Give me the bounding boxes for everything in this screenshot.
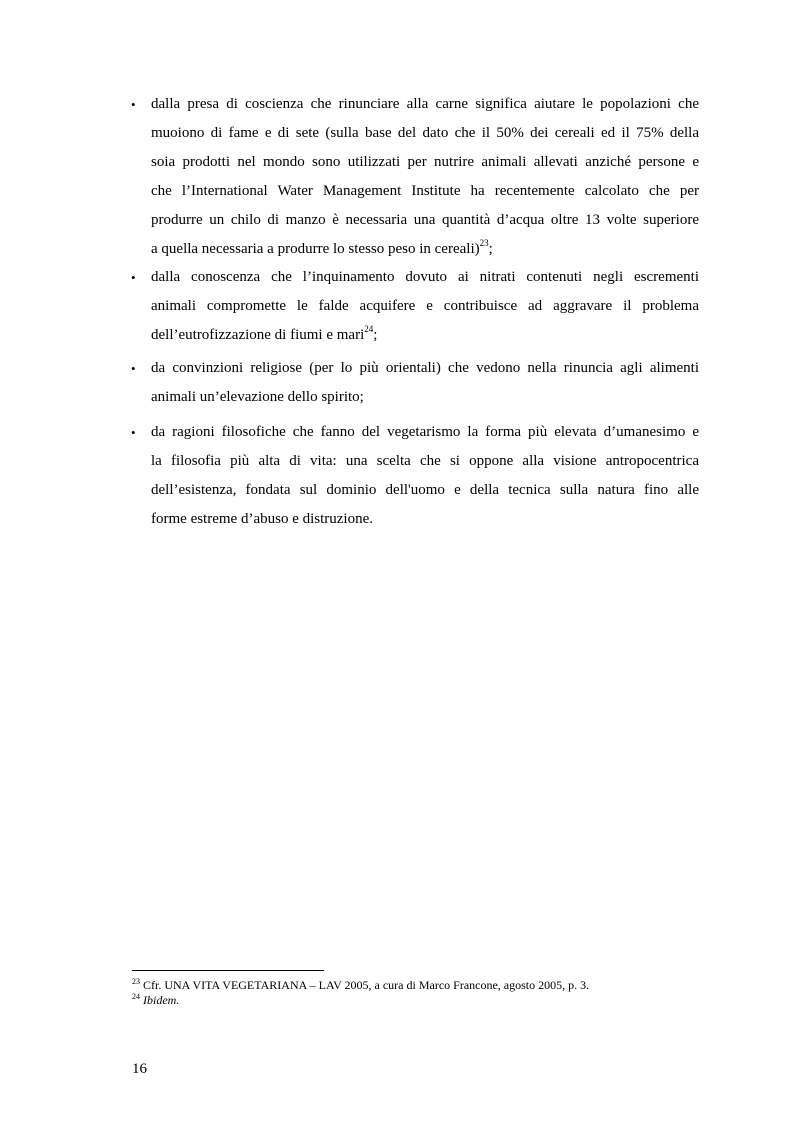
footnote xyxy=(132,978,589,992)
bullet-icon: • xyxy=(131,97,136,112)
list-item xyxy=(131,263,699,350)
list-item xyxy=(131,354,699,412)
list-item-line xyxy=(151,321,699,350)
list-item-line: produrre un chilo di manzo è necessaria una quantità d’acqua oltre 13 volte superiore xyxy=(151,212,699,228)
footnote-text: Ibidem. xyxy=(143,993,180,1007)
bullet-icon: • xyxy=(131,270,136,285)
footnote-ref[interactable]: 24 xyxy=(364,324,374,334)
list-item-punct: ; xyxy=(373,327,378,343)
footnote-number: 24 xyxy=(132,992,140,1001)
list-item-line: animali un’elevazione dello spirito; xyxy=(151,389,364,405)
list-item-line: che l’International Water Management Institute ha recentemente calcolato che per xyxy=(151,183,699,199)
list-item xyxy=(131,418,699,534)
list-item-line: forme estreme d’abuso e distruzione. xyxy=(151,511,374,527)
bullet-icon: • xyxy=(131,361,136,376)
bullet-icon: • xyxy=(131,425,136,440)
list-item-line: dalla presa di coscienza che rinunciare alla carne significa aiutare le popolazioni che xyxy=(151,96,699,112)
list-item-line: da convinzioni religiose (per lo più orientali) che vedono nella rinuncia agli alimenti xyxy=(151,360,699,376)
list-item-line xyxy=(151,235,699,264)
list-item-line: soia prodotti nel mondo sono utilizzati per nutrire animali allevati anziché persone e xyxy=(151,154,699,170)
list-item-line: dell’esistenza, fondata sul dominio dell'uomo e della tecnica sulla natura fino alle xyxy=(151,482,699,498)
page-number: 16 xyxy=(132,1061,147,1077)
list-item-line: dalla conoscenza che l’inquinamento dovuto ai nitrati contenuti negli escrementi xyxy=(151,269,699,285)
list-item-text: a quella necessaria a produrre lo stesso peso in cereali) xyxy=(151,241,480,257)
list-item-line: la filosofia più alta di vita: una scelta che si oppone alla visione antropocentrica xyxy=(151,453,699,469)
list-item-punct: ; xyxy=(488,241,493,257)
footnote-text: Cfr. UNA VITA VEGETARIANA – LAV 2005, a cura di Marco Francone, agosto 2005, p. 3. xyxy=(143,978,590,992)
footnote-ref[interactable]: 23 xyxy=(479,238,489,248)
footnote xyxy=(132,993,179,1007)
list-item xyxy=(131,90,699,264)
list-item-line: animali compromette le falde acquifere e contribuisce ad aggravare il problema xyxy=(151,298,699,314)
footnote-number: 23 xyxy=(132,977,140,986)
list-item-line: da ragioni filosofiche che fanno del vegetarismo la forma più elevata d’umanesimo e xyxy=(151,424,699,440)
list-item-text: dell’eutrofizzazione di fiumi e mari xyxy=(151,327,365,343)
footnote-separator xyxy=(132,970,324,971)
list-item-line: muoiono di fame e di sete (sulla base del dato che il 50% dei cereali ed il 75% della xyxy=(151,125,699,141)
